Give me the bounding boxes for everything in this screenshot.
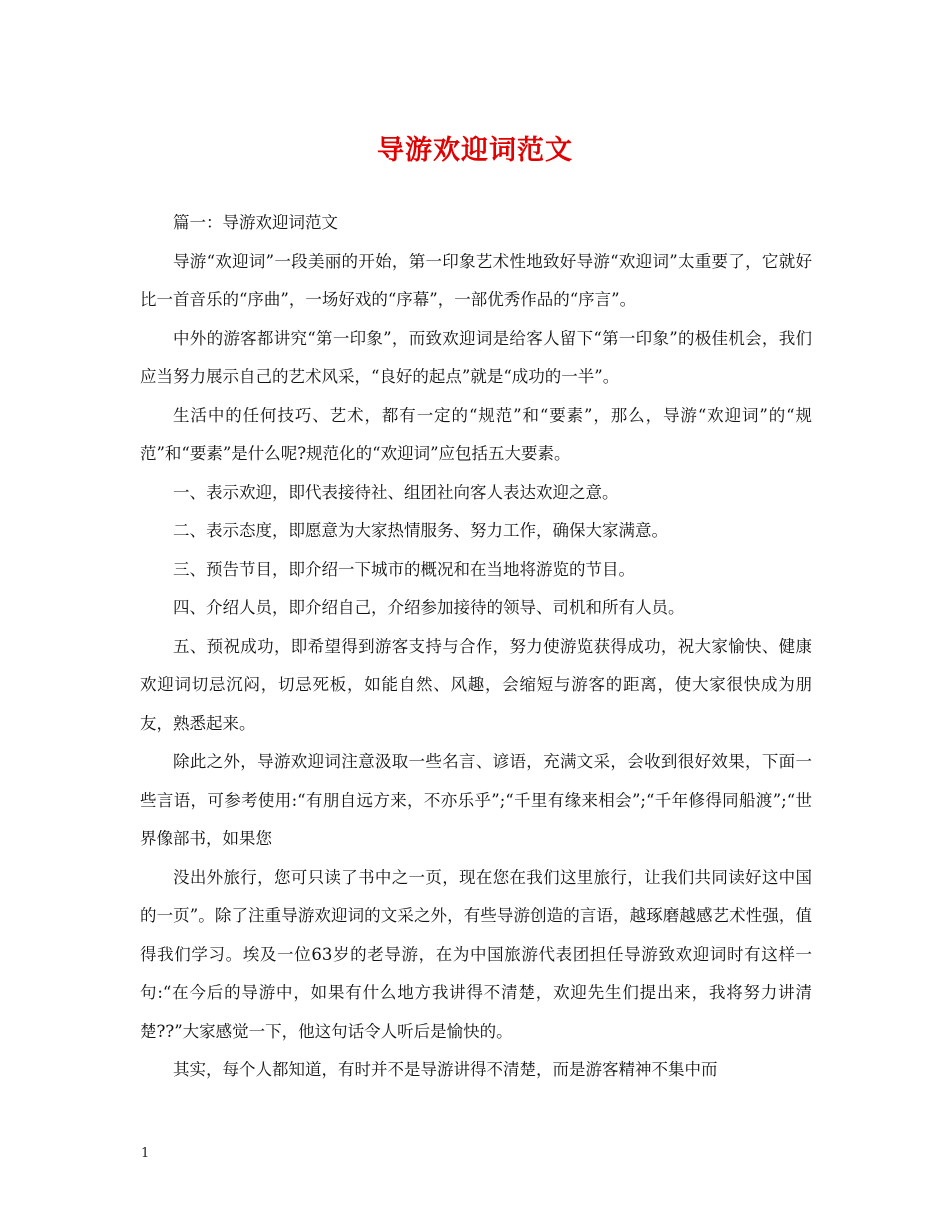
paragraph: 中外的游客都讲究“第一印象”，而致欢迎词是给客人留下“第一印象”的极佳机会，我们应当努力展示自己的艺术风采，“良好的起点”就是“成功的一半”。 — [140, 328, 812, 386]
paragraph: 五、预祝成功，即希望得到游客支持与合作，努力使游览获得成功，祝大家愉快、健康欢迎词切忌沉闷，切忌死板，如能自然、风趣，会缩短与游客的距离，使大家很快成为朋友，熟悉起来。 — [140, 636, 812, 733]
paragraph: 一、表示欢迎，即代表接待社、组团社向客人表达欢迎之意。 — [173, 482, 619, 502]
paragraph: 生活中的任何技巧、艺术，都有一定的“规范”和“要素”，那么，导游“欢迎词”的“规范”和“要素”是什么呢?规范化的“欢迎词”应包括五大要素。 — [140, 405, 812, 463]
paragraph: 导游“欢迎词”一段美丽的开始，第一印象艺术性地致好导游“欢迎词”太重要了，它就好比一首音乐的“序曲”，一场好戏的“序幕”，一部优秀作品的“序言”。 — [140, 251, 812, 309]
section-heading: 篇一：导游欢迎词范文 — [173, 213, 338, 232]
page-number: 1 — [141, 1146, 150, 1161]
paragraph: 其实，每个人都知道，有时并不是导游讲得不清楚，而是游客精神不集中而 — [173, 1060, 718, 1079]
paragraph: 二、表示态度，即愿意为大家热情服务、努力工作，确保大家满意。 — [173, 521, 668, 540]
paragraph: 除此之外，导游欢迎词注意汲取一些名言、谚语，充满文采，会收到很好效果，下面一些言语，可参考使用:“有朋自远方来，不亦乐乎”;“千里有缘来相会”;“千年修得同船渡”;“世界像部书，如果您 — [140, 752, 812, 848]
paragraph: 没出外旅行，您可只读了书中之一页，现在您在我们这里旅行，让我们共同读好这中国的一页”。除了注重导游欢迎词的文采之外，有些导游创造的言语，越琢磨越感艺术性强，值得我们学习。埃及一位63岁的老导游，在为中国旅游代表团担任导游致欢迎词时有这样一句:“在今后的导游中，如果有什么地方我讲得不清楚，欢迎先生们提出来，我将努力讲清楚??”大家感觉一下，他这句话令人听后是愉快的。 — [140, 867, 812, 1041]
document-title: 导游欢迎词范文 — [377, 135, 573, 166]
paragraph: 四、介绍人员，即介绍自己，介绍参加接待的领导、司机和所有人员。 — [173, 598, 685, 617]
document-body — [140, 204, 812, 1090]
paragraph: 三、预告节目，即介绍一下城市的概况和在当地将游览的节目。 — [173, 559, 635, 579]
